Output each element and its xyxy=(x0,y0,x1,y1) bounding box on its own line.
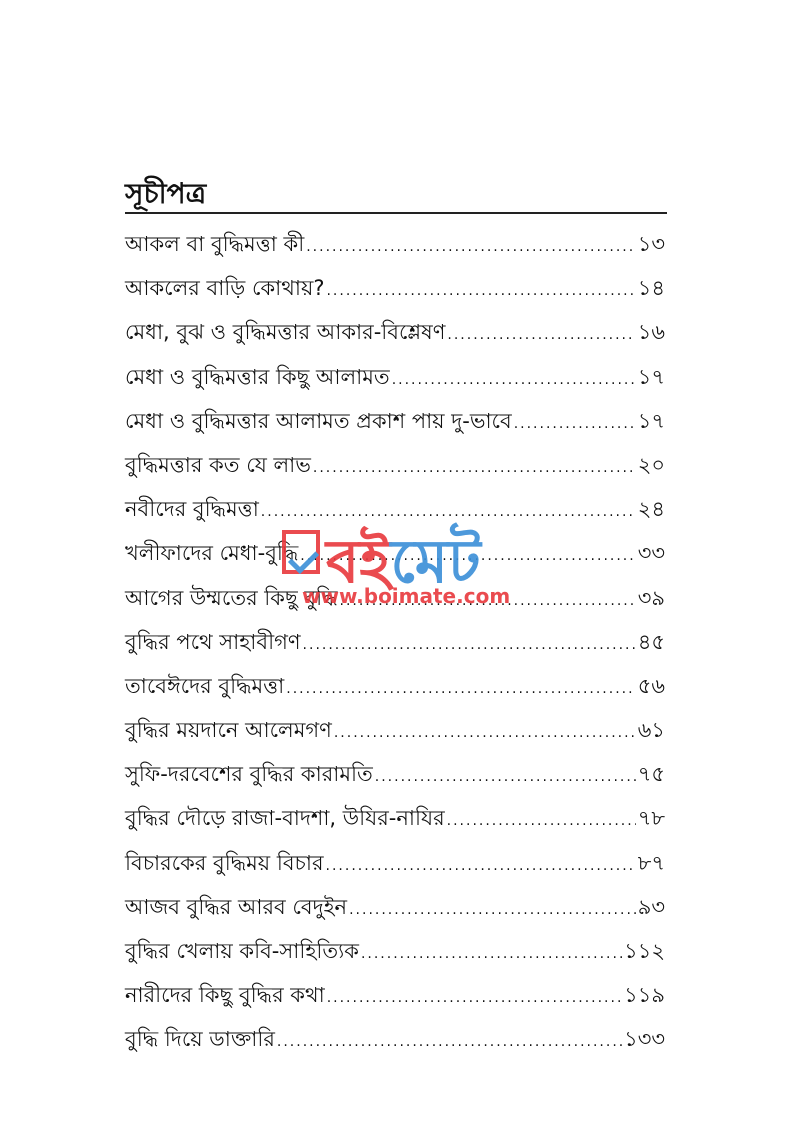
title-divider xyxy=(125,212,667,214)
toc-entry-page: ৬১ xyxy=(637,718,665,743)
dot-leader xyxy=(261,504,636,520)
dot-leader xyxy=(447,327,635,343)
toc-entry xyxy=(125,670,665,714)
toc-entry-page: ৭৫ xyxy=(637,762,665,787)
dot-leader xyxy=(327,990,622,1006)
toc-entry xyxy=(125,979,665,1023)
toc-entry-title: বুদ্ধির খেলায় কবি-সাহিত্যিক xyxy=(125,939,359,963)
dot-leader xyxy=(392,372,636,388)
toc-entry-title: মেধা ও বুদ্ধিমত্তার আলামত প্রকাশ পায় দু-ভাবে xyxy=(125,408,512,433)
toc-entry xyxy=(125,758,665,802)
toc-entry-title: আকলের বাড়ি কোথায়? xyxy=(125,276,325,301)
toc-entry xyxy=(125,582,665,626)
toc-entry-title: বুদ্ধিমত্তার কত যে লাভ xyxy=(125,452,311,477)
toc-entry-title: আগের উম্মতের কিছু বুদ্ধি xyxy=(125,585,338,610)
toc-entry xyxy=(125,935,665,979)
toc-entry-page: ১১২ xyxy=(624,939,665,963)
toc-entry-title: বুদ্ধির পথে সাহাবীগণ xyxy=(125,629,301,654)
dot-leader xyxy=(326,283,635,299)
toc-entry xyxy=(125,493,665,537)
toc-entry-page: ২০ xyxy=(637,452,665,477)
toc-entry-page: ১৩ xyxy=(637,232,665,256)
toc-entry-title: তাবেঈদের বুদ্ধিমত্তা xyxy=(125,673,285,698)
toc-entry xyxy=(125,802,665,846)
toc-entry-title: সুফি-দরবেশের বুদ্ধির কারামতি xyxy=(125,762,373,787)
toc-entry xyxy=(125,626,665,670)
dot-leader xyxy=(303,637,636,653)
toc-entry xyxy=(125,847,665,891)
dot-leader xyxy=(340,593,636,609)
dot-leader xyxy=(326,858,636,874)
toc-entry-page: ৭৮ xyxy=(637,806,665,831)
toc-entry xyxy=(125,1023,665,1067)
toc-entry xyxy=(125,405,665,449)
toc-entry-title: বুদ্ধির দৌড়ে রাজা-বাদশা, উযির-নাযির xyxy=(125,806,445,831)
page-title: সূচীপত্র xyxy=(125,177,207,210)
toc-entry-page: ১১৯ xyxy=(624,983,665,1008)
toc-entry-title: বিচারকের বুদ্ধিময় বিচার xyxy=(125,850,324,875)
dot-leader xyxy=(375,769,636,785)
dot-leader xyxy=(277,1034,622,1050)
toc-entry-page: ২৪ xyxy=(637,497,665,522)
toc-entry xyxy=(125,537,665,581)
toc-entry-page: ৮৭ xyxy=(637,850,665,875)
toc-entry-page: ৫৬ xyxy=(637,673,665,698)
toc-entry-page: ১৬ xyxy=(637,320,665,345)
table-of-contents xyxy=(125,228,665,1068)
toc-entry xyxy=(125,714,665,758)
toc-entry-page: ১৪ xyxy=(637,276,665,301)
dot-leader xyxy=(349,902,636,918)
toc-entry xyxy=(125,316,665,360)
toc-entry-title: মেধা, বুঝ ও বুদ্ধিমত্তার আকার-বিশ্লেষণ xyxy=(125,320,446,345)
toc-entry-title: নবীদের বুদ্ধিমত্তা xyxy=(125,497,259,522)
dot-leader xyxy=(361,946,622,962)
toc-entry xyxy=(125,228,665,272)
dot-leader xyxy=(286,681,635,697)
toc-entry-title: আজব বুদ্ধির আরব বেদুইন xyxy=(125,894,348,919)
toc-entry-title: নারীদের কিছু বুদ্ধির কথা xyxy=(125,983,325,1008)
dot-leader xyxy=(334,725,636,741)
dot-leader xyxy=(306,239,636,255)
toc-entry xyxy=(125,361,665,405)
toc-entry-title: বুদ্ধির ময়দানে আলেমগণ xyxy=(125,718,332,743)
dot-leader xyxy=(514,416,636,432)
toc-entry xyxy=(125,891,665,935)
toc-entry-page: ১৩৩ xyxy=(624,1027,665,1052)
toc-entry-title: বুদ্ধি দিয়ে ডাক্তারি xyxy=(125,1027,275,1052)
dot-leader xyxy=(447,813,636,829)
dot-leader xyxy=(300,548,635,564)
toc-entry-title: মেধা ও বুদ্ধিমত্তার কিছু আলামত xyxy=(125,364,390,389)
toc-entry xyxy=(125,449,665,493)
watermark-blue-text: মেট xyxy=(390,527,481,597)
watermark-red-text: বই xyxy=(326,527,391,597)
toc-entry-title: আকল বা বুদ্ধিমত্তা কী xyxy=(125,232,305,256)
toc-entry-page: ১৭ xyxy=(637,408,665,433)
toc-entry-page: ৯৩ xyxy=(637,894,665,919)
toc-entry xyxy=(125,272,665,316)
toc-entry-page: ১৭ xyxy=(637,364,665,389)
toc-entry-page: ৩৩ xyxy=(637,541,665,566)
toc-entry-page: ৩৯ xyxy=(637,585,665,610)
watermark-url: www.boimate.com xyxy=(302,584,511,608)
toc-entry-title: খলীফাদের মেধা-বুদ্ধি xyxy=(125,541,299,566)
toc-entry-page: ৪৫ xyxy=(637,629,665,654)
dot-leader xyxy=(313,460,636,476)
